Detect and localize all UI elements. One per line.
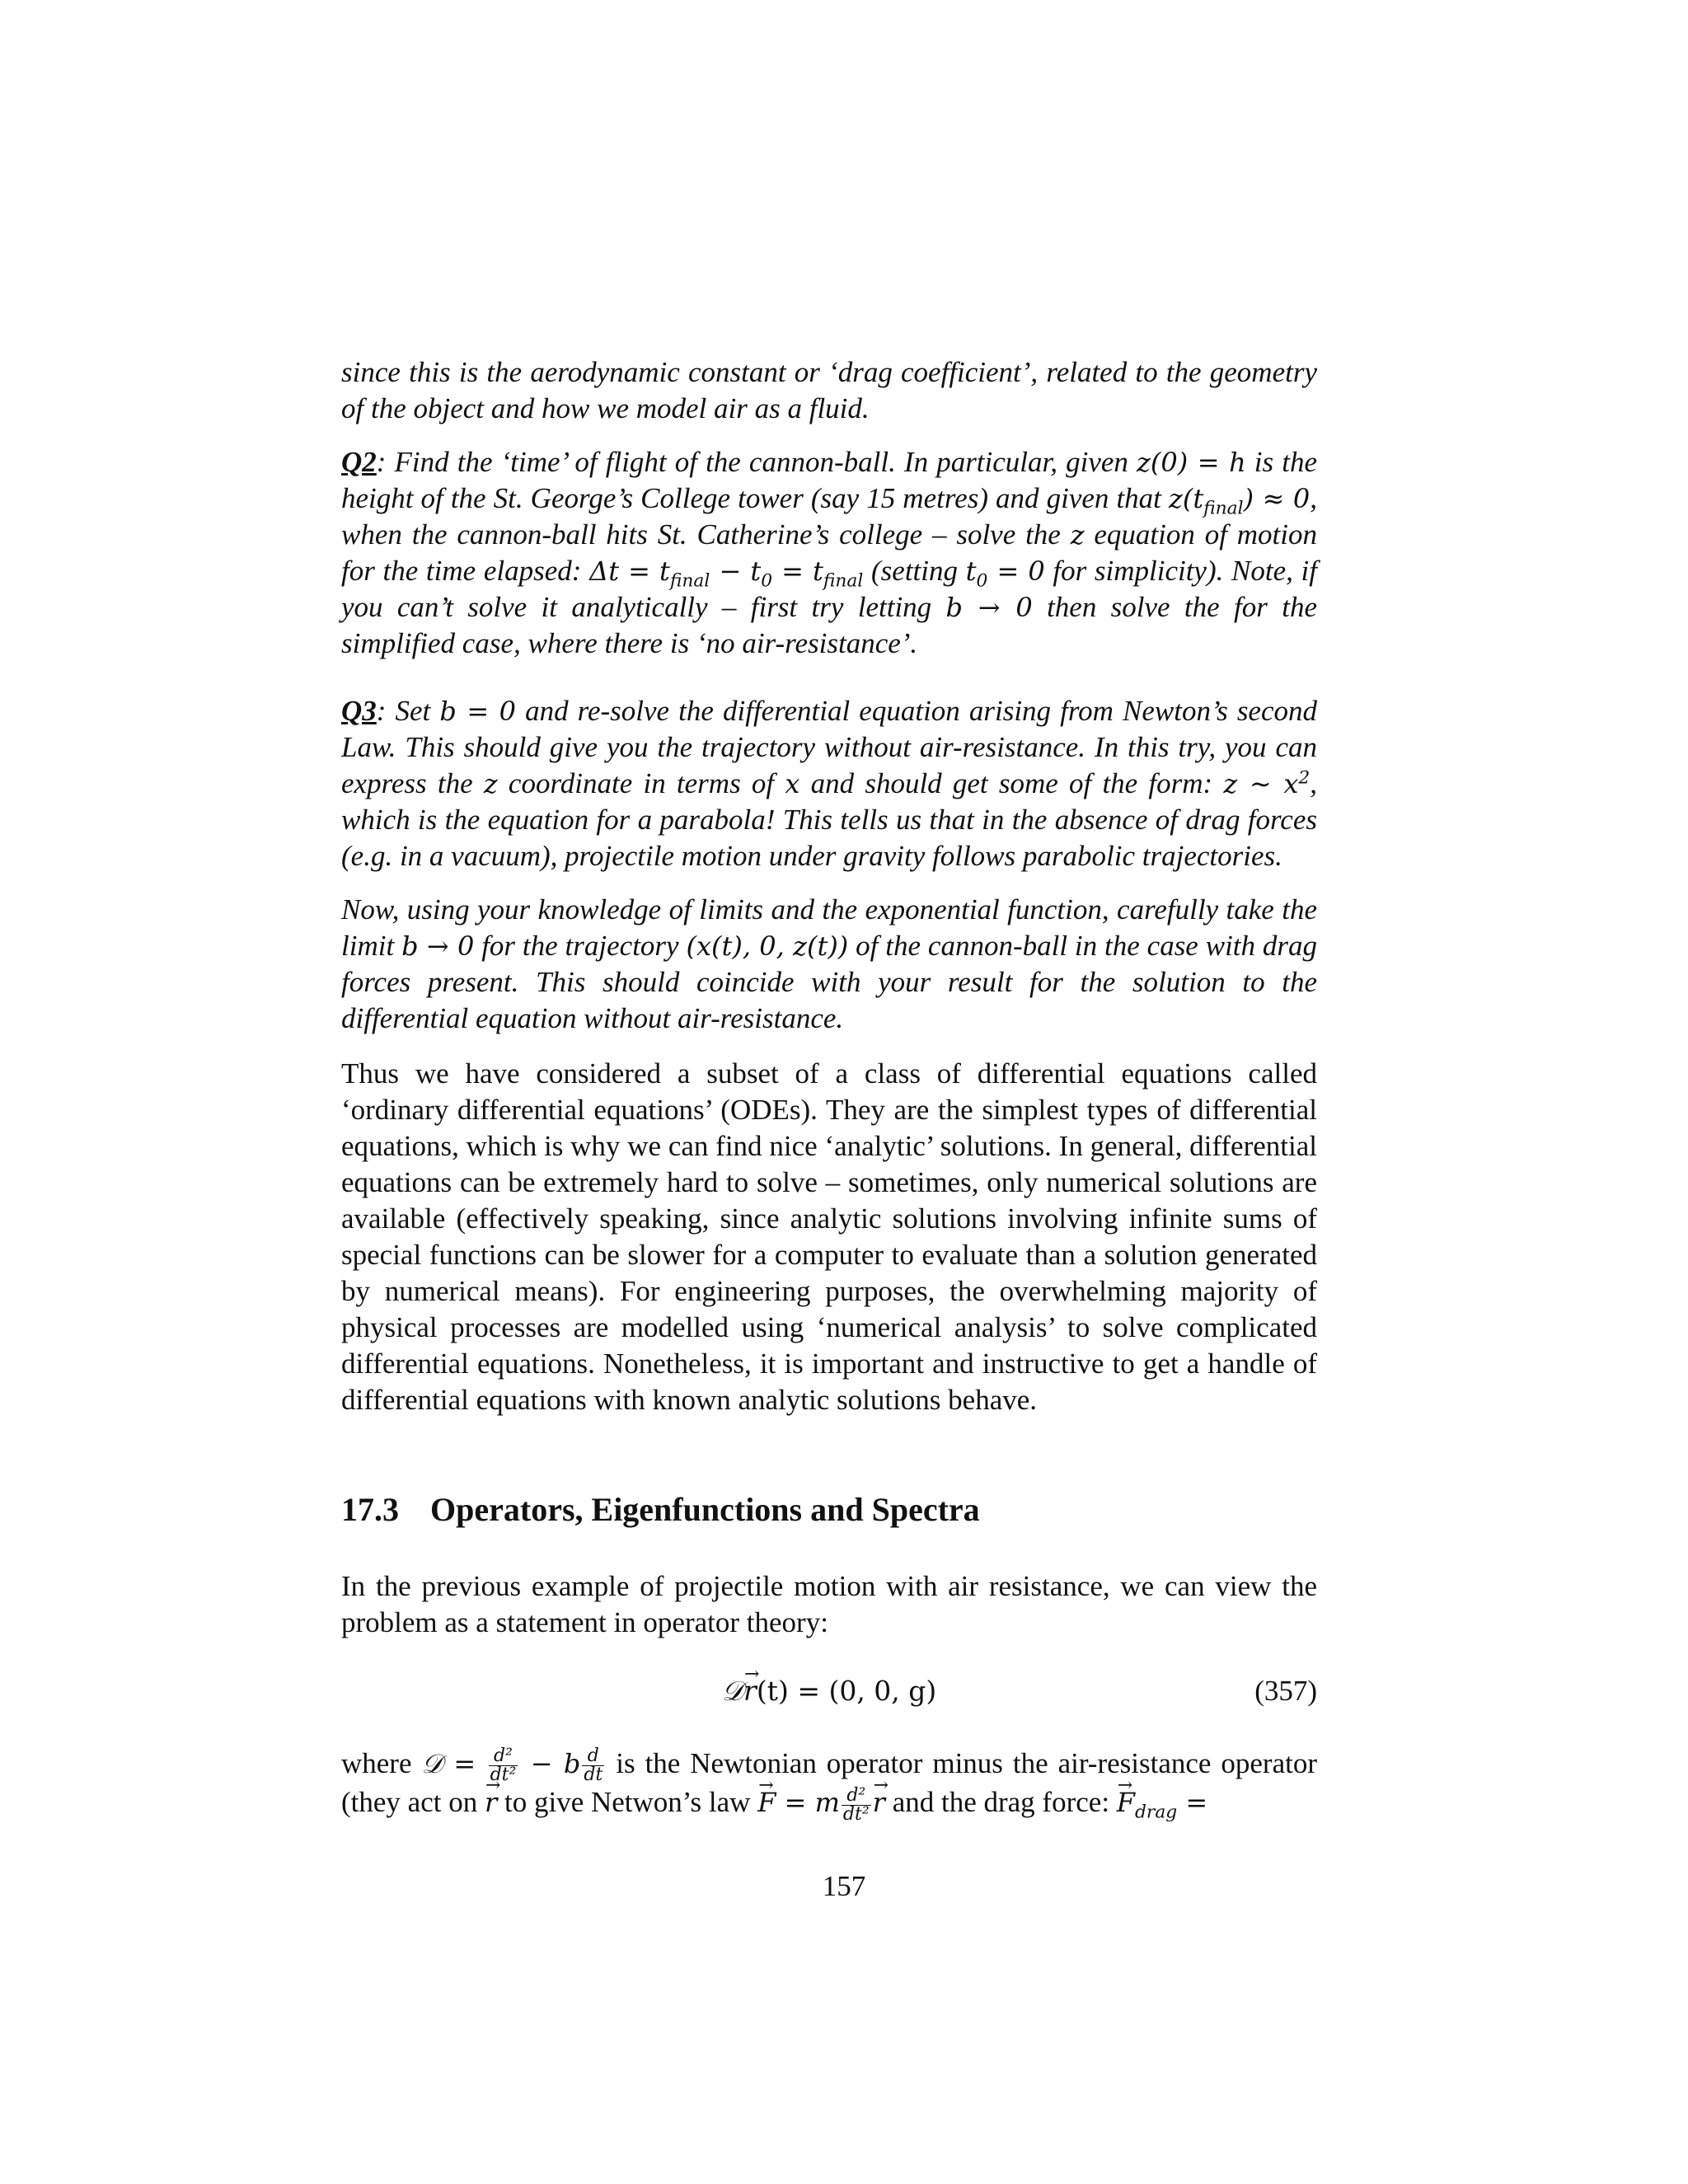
q2-math-4-sub2: 0: [761, 570, 773, 592]
where-text-3: to give Netwon’s law: [497, 1786, 758, 1819]
intro-paragraph: [341, 1568, 1317, 1641]
q2-math-4: [589, 555, 864, 592]
q2-math-3: z: [1070, 519, 1085, 551]
fraction-1-numerator: d²: [489, 1747, 518, 1766]
limit-paragraph: [341, 892, 1317, 1037]
section-heading: [341, 1490, 980, 1530]
paragraph-continuation-text: since this is the aerodynamic constant or ‘drag coefficient’, related to the geometry of the object and how we model air as a fluid.: [341, 356, 1317, 424]
section-title: Operators, Eigenfunctions and Spectra: [430, 1491, 980, 1528]
q2-math-2: [1168, 483, 1311, 519]
q2-text-6: for simplicity). Note, if you can’t solve it analytically – first try letting: [341, 555, 1317, 623]
limit-math-2: (x(t), 0, z(t)): [686, 930, 849, 962]
where-vector-F: → F: [757, 1784, 776, 1821]
limit-text-3: of the cannon-ball in the case with drag forces present. This should coincide with your result for the solution to the differential equation without air-resistance.: [341, 930, 1318, 1034]
limit-text-1: Now, using your knowledge of limits and the exponential function, carefully take the limit: [341, 893, 1317, 962]
equation-rhs: = (0, 0, g): [788, 1675, 937, 1707]
q2-text-2: is the height of the St. George’s College tower (say 15 metres) and given that: [341, 446, 1318, 514]
q2-math-4-c: = t: [772, 555, 823, 587]
where-Fdrag-eq: =: [1177, 1787, 1208, 1819]
q2-text-7: then solve the for the simplified case, where there is ‘no air-resistance’.: [341, 591, 1317, 659]
q2-math-1: z(0) = h: [1137, 447, 1246, 478]
where-text-1: where: [341, 1747, 422, 1779]
q2-text-5: (setting: [863, 555, 966, 587]
equation-number: (357): [1254, 1675, 1317, 1707]
paragraph-continuation: [341, 354, 1317, 427]
q3-text-4: and should get some of the form:: [799, 767, 1224, 799]
question-q3: [341, 693, 1317, 874]
where-paragraph: [341, 1746, 1317, 1824]
q3-text-2: and re-solve the differential equation arising from Newton’s second Law. This should give you the trajectory without air-resistance. In this try, you can express the: [341, 695, 1318, 799]
q2-math-2-sub: final: [1203, 498, 1244, 519]
where-text-4: and the drag force:: [884, 1786, 1117, 1819]
where-vector-r: → r: [485, 1784, 497, 1821]
where-vector-Fdrag: → F: [1117, 1784, 1135, 1821]
where-math-minus-b: − b: [519, 1748, 581, 1779]
q3-text-5: , which is the equation for a parabola! This tells us that in the absence of drag forces (e.g. in a vacuum), projectile motion under gravity follows parabolic trajectories.: [341, 767, 1317, 872]
q2-text-3: , when the cannon-ball hits St. Catherine’s college – solve the: [341, 482, 1317, 551]
section-number: 17.3: [341, 1491, 399, 1528]
q2-math-4-sub1: final: [669, 570, 710, 592]
equation-body: [341, 1671, 1317, 1712]
fraction-2-numerator: d: [582, 1747, 604, 1766]
where-Fdrag-sub: drag: [1135, 1802, 1178, 1823]
equation-vector-r: → r: [743, 1671, 757, 1712]
fraction-d2-dt2-second: [842, 1784, 871, 1825]
q2-math-4-a: Δt = t: [589, 555, 670, 587]
q2-label: Q2: [341, 446, 377, 478]
q3-label: Q3: [341, 695, 377, 727]
q3-text-3: coordinate in terms of: [497, 767, 785, 799]
q2-math-4-sub3: final: [823, 570, 864, 592]
q2-math-2-rest: ) ≈ 0: [1243, 483, 1311, 514]
ode-paragraph-text: Thus we have considered a subset of a class of differential equations called ‘ordinary differential equations’ (ODEs). They are the simplest types of differential equations, which is why we can find nice ‘analytic’ solutions. In general, differential equations can be extremely hard to solve – sometimes, only numerical solutions are available (effectively speaking, since analytic solutions involving infinite sums of special functions can be slower for a computer to evaluate than a solution generated by numerical means). For engineering purposes, the overwhelming majority of physical processes are modelled using ‘numerical analysis’ to solve complicated differential equations. Nonetheless, it is important and instructive to get a handle of differential equations with known analytic solutions behave.: [341, 1057, 1317, 1416]
where-text-2: is the Newtonian operator minus the air-resistance operator (they act on: [341, 1747, 1317, 1819]
q2-math-5-a: t: [965, 555, 977, 587]
fraction-3-numerator: d²: [842, 1787, 871, 1806]
q2-math-5: [965, 555, 1045, 592]
where-vector-r-second: → r: [873, 1784, 885, 1821]
q3-math-4-sup: 2: [1298, 767, 1311, 789]
q3-math-4-base: z ∼ x: [1223, 768, 1299, 799]
equation-357: [341, 1671, 1317, 1712]
q3-math-3: x: [785, 768, 800, 799]
fraction-1-denominator: dt²: [490, 1765, 517, 1786]
intro-paragraph-text: In the previous example of projectile motion with air resistance, we can view the problem as a statement in operator theory:: [341, 1570, 1317, 1638]
fraction-3-denominator: dt²: [842, 1803, 870, 1825]
fraction-d-dt: [582, 1747, 604, 1784]
q2-math-4-b: − t: [710, 555, 762, 587]
q3-math-2: z: [483, 768, 498, 799]
q3-math-4: [1223, 768, 1310, 799]
where-math-eq-m: = m: [776, 1787, 840, 1819]
q2-math-2-base: z(t: [1168, 483, 1204, 514]
q2-math-6: b → 0: [945, 592, 1033, 623]
fraction-2-denominator: dt: [584, 1765, 603, 1786]
equation-operator: 𝒟: [721, 1675, 744, 1707]
q2-math-5-sub: 0: [976, 570, 988, 592]
q2-text-4: equation of motion for the time elapsed:: [341, 518, 1317, 587]
where-math-Fdrag: [1116, 1787, 1208, 1823]
limit-text-2: for the trajectory: [474, 930, 687, 962]
where-math-eq: =: [443, 1748, 487, 1779]
q3-math-1: b = 0: [439, 696, 517, 727]
question-q2: [341, 444, 1317, 662]
q2-math-5-b: = 0: [987, 555, 1045, 587]
q2-text-1: : Find the ‘time’ of flight of the cannon-ball. In particular, given: [376, 446, 1137, 478]
equation-argument: (t): [756, 1675, 789, 1707]
ode-paragraph: [341, 1056, 1317, 1418]
where-math-D: 𝒟: [421, 1748, 443, 1779]
limit-math-1: b → 0: [401, 930, 475, 962]
q3-text-1: : Set: [376, 695, 440, 727]
page-number: 157: [822, 1870, 866, 1902]
